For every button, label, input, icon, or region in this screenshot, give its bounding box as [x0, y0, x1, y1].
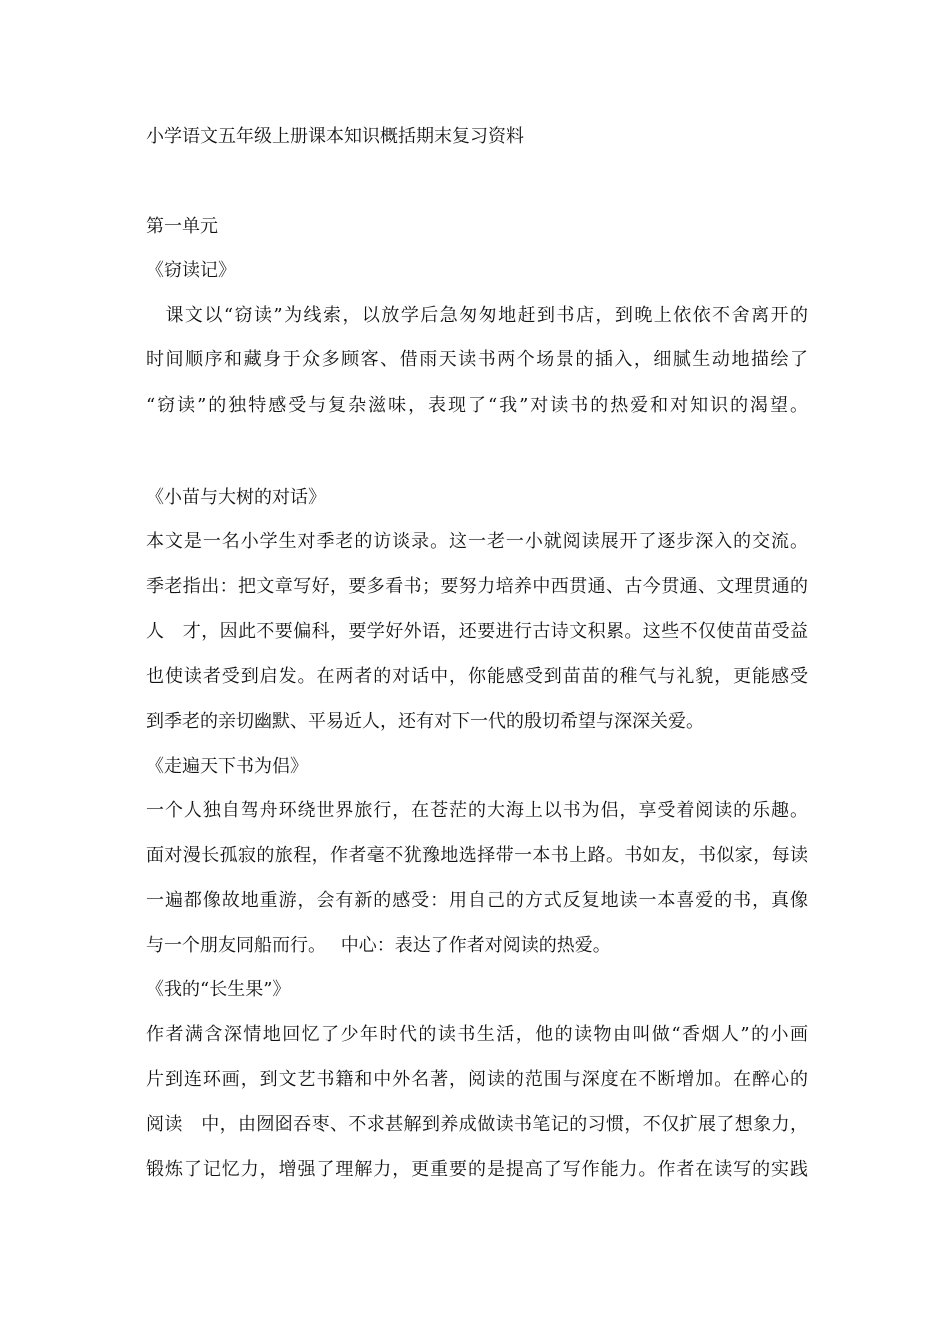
paragraph-line: 也使读者受到启发。在两者的对话中，你能感受到苗苗的稚气与礼貌，更能感受: [146, 666, 808, 687]
paragraph-line: 作者满含深情地回忆了少年时代的读书生活，他的读物由叫做“香烟人”的小画: [146, 1024, 808, 1045]
paragraph-line: 时间顺序和藏身于众多顾客、借雨天读书两个场景的插入，细腻生动地描绘了: [146, 349, 808, 370]
paragraph-line: 季老指出：把文章写好，要多看书；要努力培养中西贯通、古今贯通、文理贯通的: [146, 576, 808, 597]
paragraph-line: 一个人独自驾舟环绕世界旅行，在苍茫的大海上以书为侣，享受着阅读的乐趣。: [146, 800, 808, 821]
paragraph-line: 课文以“窃读”为线索，以放学后急匆匆地赶到书店，到晚上依依不舍离开的: [146, 305, 808, 326]
section-heading: 《窃读记》: [146, 260, 236, 281]
paragraph-line: 人 才，因此不要偏科，要学好外语，还要进行古诗文积累。这些不仅使苗苗受益: [146, 621, 808, 642]
paragraph-line: 面对漫长孤寂的旅程，作者毫不犹豫地选择带一本书上路。书如友，书似家，每读: [146, 845, 808, 866]
section-heading: 《小苗与大树的对话》: [146, 487, 326, 508]
paragraph-line: 阅读 中，由囫囵吞枣、不求甚解到养成做读书笔记的习惯，不仅扩展了想象力，: [146, 1114, 808, 1135]
paragraph-line: 本文是一名小学生对季老的访谈录。这一老一小就阅读展开了逐步深入的交流。: [146, 531, 808, 552]
paragraph-line: 到季老的亲切幽默、平易近人，还有对下一代的殷切希望与深深关爱。: [146, 711, 704, 732]
unit-heading: 第一单元: [146, 216, 218, 237]
document-title: 小学语文五年级上册课本知识概括期末复习资料: [146, 126, 524, 147]
section-heading: 《我的“长生果”》: [146, 979, 291, 1000]
paragraph-line: 锻炼了记忆力，增强了理解力，更重要的是提高了写作能力。作者在读写的实践: [146, 1159, 808, 1180]
paragraph-line: 一遍都像故地重游，会有新的感受：用自己的方式反复地读一本喜爱的书，真像: [146, 890, 808, 911]
paragraph-line: 片到连环画，到文艺书籍和中外名著，阅读的范围与深度在不断增加。在醉心的: [146, 1069, 808, 1090]
section-heading: 《走遍天下书为侣》: [146, 756, 308, 777]
paragraph-line: “窃读”的独特感受与复杂滋味，表现了“我”对读书的热爱和对知识的渴望。: [146, 395, 808, 416]
paragraph-line: 与一个朋友同船而行。 中心：表达了作者对阅读的热爱。: [146, 935, 611, 956]
